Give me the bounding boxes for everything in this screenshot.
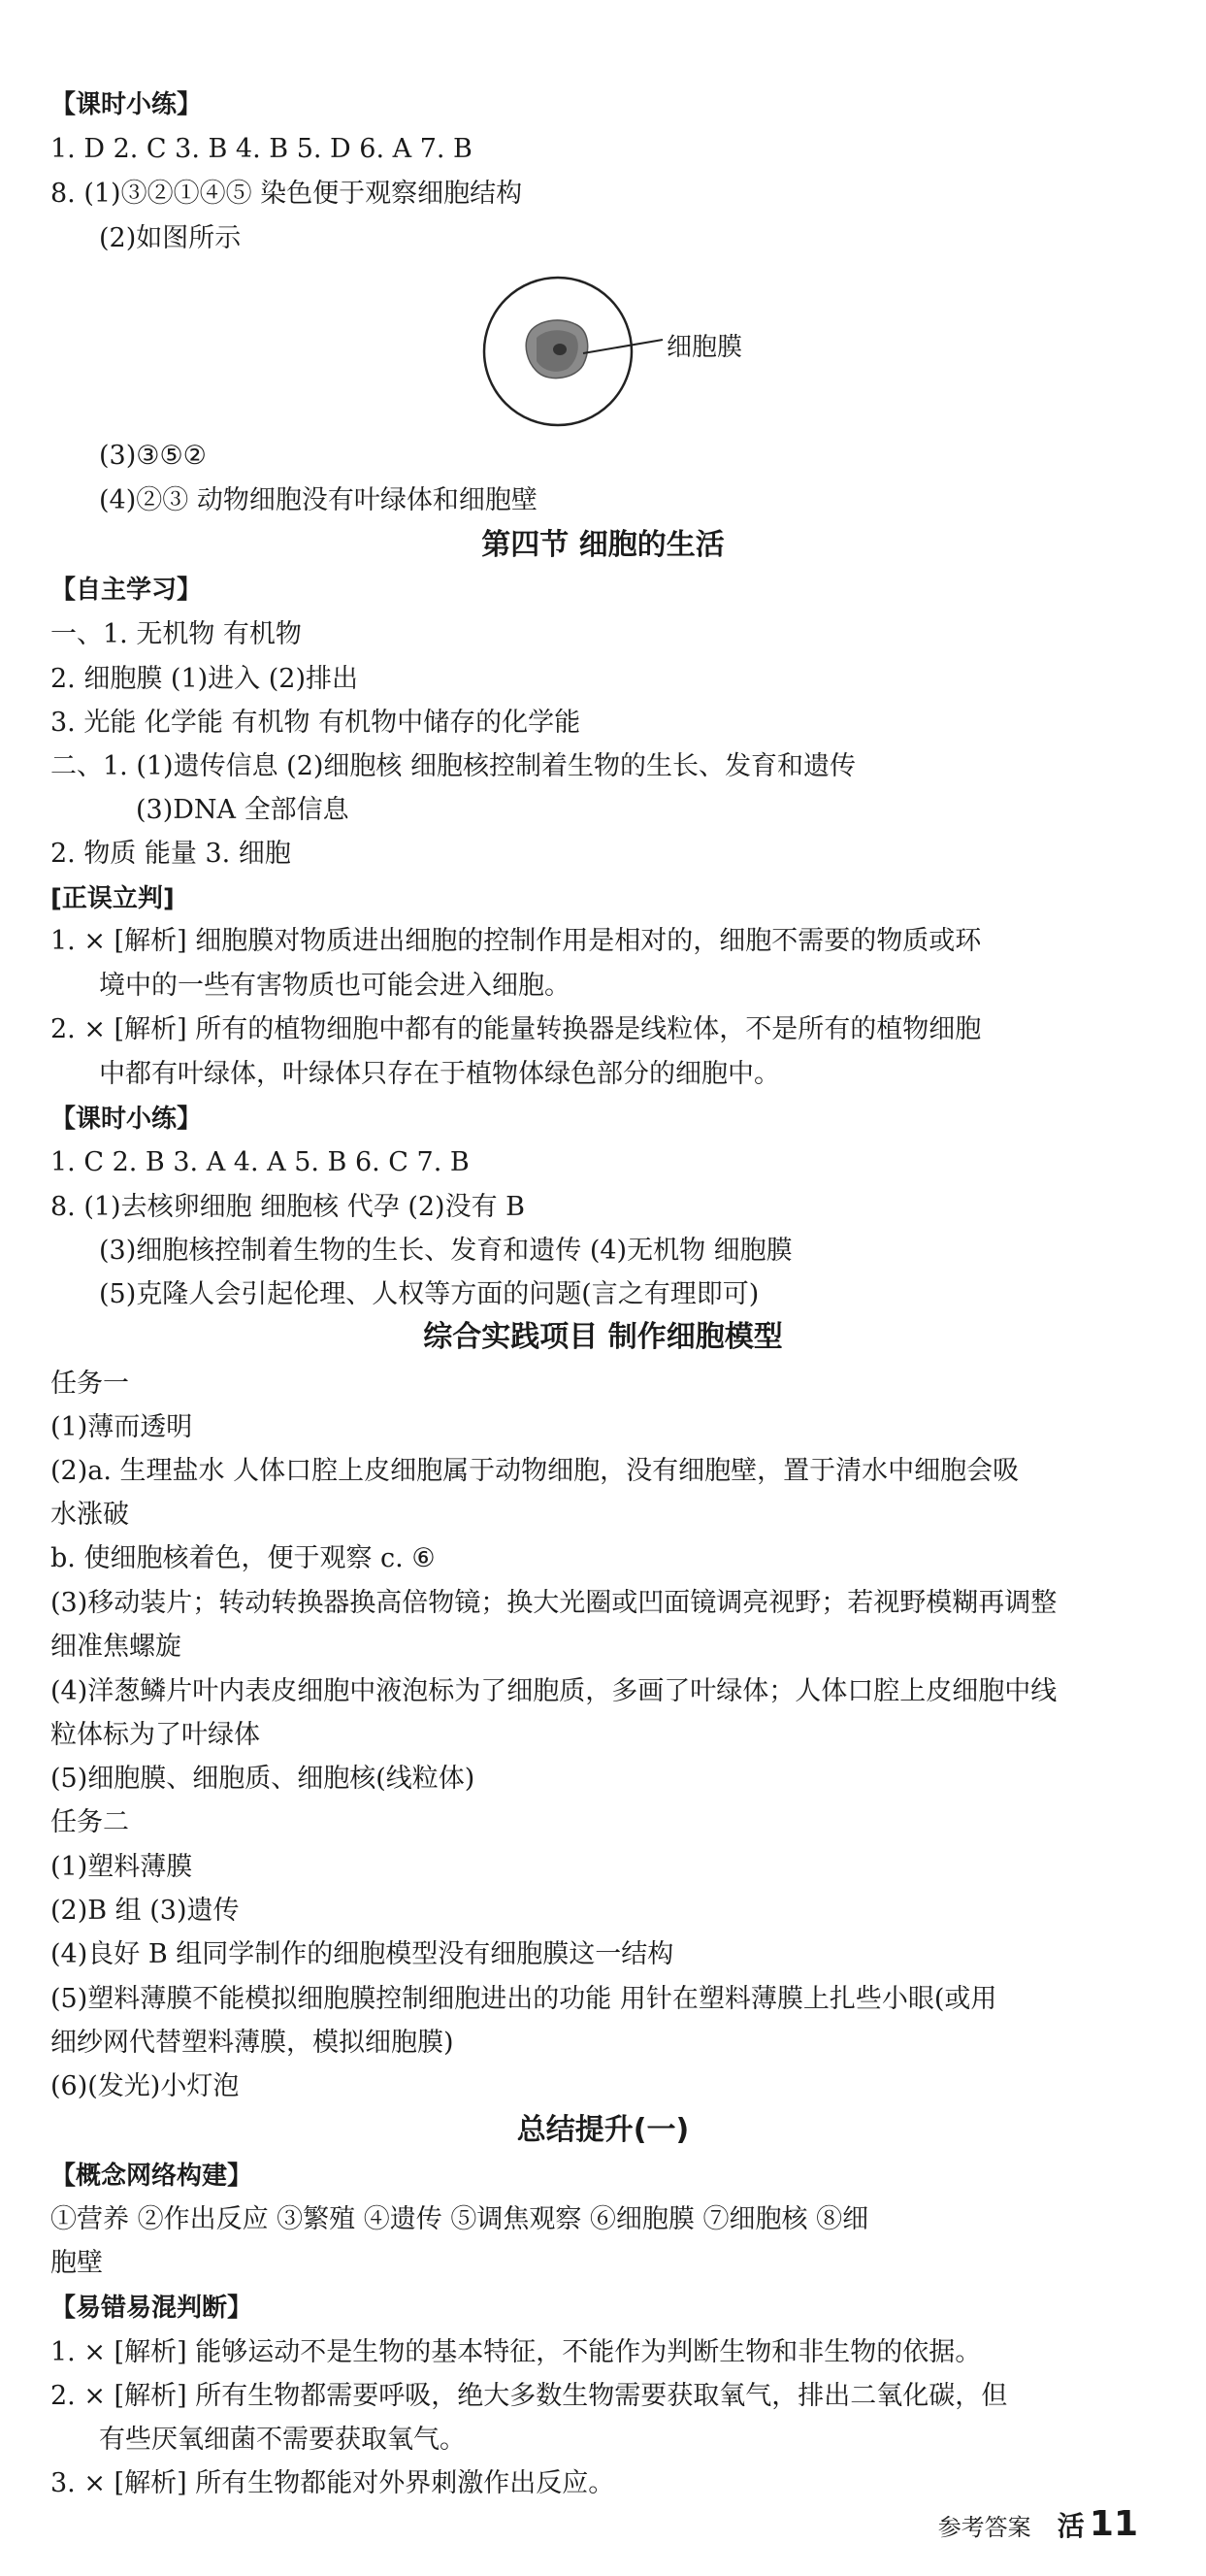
footer-reference-label: 参考答案: [937, 2514, 1031, 2541]
answer-line: (1)塑料薄膜: [50, 1852, 193, 1882]
answer-line: 境中的一些有害物质也可能会进入细胞。: [99, 971, 570, 1001]
answer-line: 水涨破: [50, 1500, 129, 1530]
answer-line: 2. 物质 能量 3. 细胞: [50, 839, 291, 869]
answer-line: (2)B 组 (3)遗传: [50, 1896, 240, 1926]
section-heading-keshi-2: 【课时小练】: [50, 1105, 203, 1134]
page-number: 11: [1089, 2504, 1138, 2544]
answer-line: 1. × [解析] 能够运动不是生物的基本特征，不能作为判断生物和非生物的依据。: [50, 2337, 982, 2367]
section-heading-yicuo: 【易错易混判断】: [50, 2294, 253, 2323]
answer-line: 2. 细胞膜 (1)进入 (2)排出: [50, 664, 358, 694]
answer-line: 1. C 2. B 3. A 4. A 5. B 6. C 7. B: [50, 1147, 470, 1177]
section-heading-gainian: 【概念网络构建】: [50, 2162, 253, 2191]
answer-line: 1. D 2. C 3. B 4. B 5. D 6. A 7. B: [50, 134, 473, 164]
section-title-cell-life: 第四节 细胞的生活: [481, 528, 725, 562]
answer-line: 一、1. 无机物 有机物: [50, 619, 302, 649]
answer-line: (5)细胞膜、细胞质、细胞核(线粒体): [50, 1764, 475, 1794]
answer-line: (2)如图所示: [99, 223, 242, 253]
answer-line: (4)②③ 动物细胞没有叶绿体和细胞壁: [99, 485, 538, 515]
answer-line: b. 使细胞核着色，便于观察 c. ⑥: [50, 1543, 436, 1573]
answer-line: (1)薄而透明: [50, 1412, 193, 1442]
answer-line: (4)良好 B 组同学制作的细胞模型没有细胞膜这一结构: [50, 1939, 674, 1969]
answer-line: (3)移动装片；转动转换器换高倍物镜；换大光圈或凹面镜调亮视野；若视野模糊再调整: [50, 1588, 1058, 1618]
answer-line: 3. 光能 化学能 有机物 有机物中储存的化学能: [50, 708, 581, 738]
answer-line: 中都有叶绿体，叶绿体只存在于植物体绿色部分的细胞中。: [99, 1059, 780, 1089]
task-heading-1: 任务一: [50, 1369, 129, 1399]
answer-line: (2)a. 生理盐水 人体口腔上皮细胞属于动物细胞，没有细胞壁，置于清水中细胞会吸: [50, 1456, 1020, 1486]
answer-line: 2. × [解析] 所有的植物细胞中都有的能量转换器是线粒体，不是所有的植物细胞: [50, 1014, 982, 1044]
cell-nucleus: [553, 344, 567, 355]
page-footer: [938, 2504, 1138, 2544]
answer-line: 有些厌氧细菌不需要获取氧气。: [99, 2425, 466, 2455]
answer-line: 1. × [解析] 细胞膜对物质进出细胞的控制作用是相对的，细胞不需要的物质或环: [50, 926, 982, 956]
answer-line: (5)塑料薄膜不能模拟细胞膜控制细胞进出的功能 用针在塑料薄膜上扎些小眼(或用: [50, 1984, 997, 2014]
answer-line: ①营养 ②作出反应 ③繁殖 ④遗传 ⑤调焦观察 ⑥细胞膜 ⑦细胞核 ⑧细: [50, 2204, 869, 2234]
answer-line: 细纱网代替塑料薄膜，模拟细胞膜): [50, 2028, 454, 2058]
answer-line: (3)细胞核控制着生物的生长、发育和遗传 (4)无机物 细胞膜: [99, 1236, 793, 1266]
footer-brand: 活: [1057, 2510, 1085, 2542]
cell-membrane-label: 细胞膜: [667, 333, 743, 362]
answer-line: (3)③⑤②: [99, 441, 207, 471]
answer-line: 粒体标为了叶绿体: [50, 1720, 260, 1750]
section-title-summary: 总结提升(一): [516, 2113, 690, 2147]
section-heading-zizhu: 【自主学习】: [50, 576, 203, 605]
answer-line: (4)洋葱鳞片叶内表皮细胞中液泡标为了细胞质，多画了叶绿体；人体口腔上皮细胞中线: [50, 1676, 1058, 1706]
answer-line: 细准焦螺旋: [50, 1632, 181, 1662]
answer-line: (6)(发光)小灯泡: [50, 2071, 240, 2101]
answer-line: (5)克隆人会引起伦理、人权等方面的问题(言之有理即可): [99, 1279, 760, 1309]
answer-line: 8. (1)③②①④⑤ 染色便于观察细胞结构: [50, 179, 523, 209]
section-heading-keshi-1: 【课时小练】: [50, 90, 203, 119]
section-heading-zhengwu: [正误立判]: [50, 884, 175, 913]
answer-line: 8. (1)去核卵细胞 细胞核 代孕 (2)没有 B: [50, 1192, 526, 1222]
answer-line: (3)DNA 全部信息: [136, 795, 349, 825]
answer-line: 3. × [解析] 所有生物都能对外界刺激作出反应。: [50, 2468, 615, 2498]
task-heading-2: 任务二: [50, 1807, 129, 1837]
answer-line: 二、1. (1)遗传信息 (2)细胞核 细胞核控制着生物的生长、发育和遗传: [50, 751, 856, 781]
answer-line: 2. × [解析] 所有生物都需要呼吸，绝大多数生物需要获取氧气，排出二氧化碳，但: [50, 2381, 1008, 2411]
pointer-line: [583, 340, 663, 353]
section-title-cell-model: 综合实践项目 制作细胞模型: [423, 1320, 783, 1354]
answer-line: 胞壁: [50, 2248, 103, 2278]
